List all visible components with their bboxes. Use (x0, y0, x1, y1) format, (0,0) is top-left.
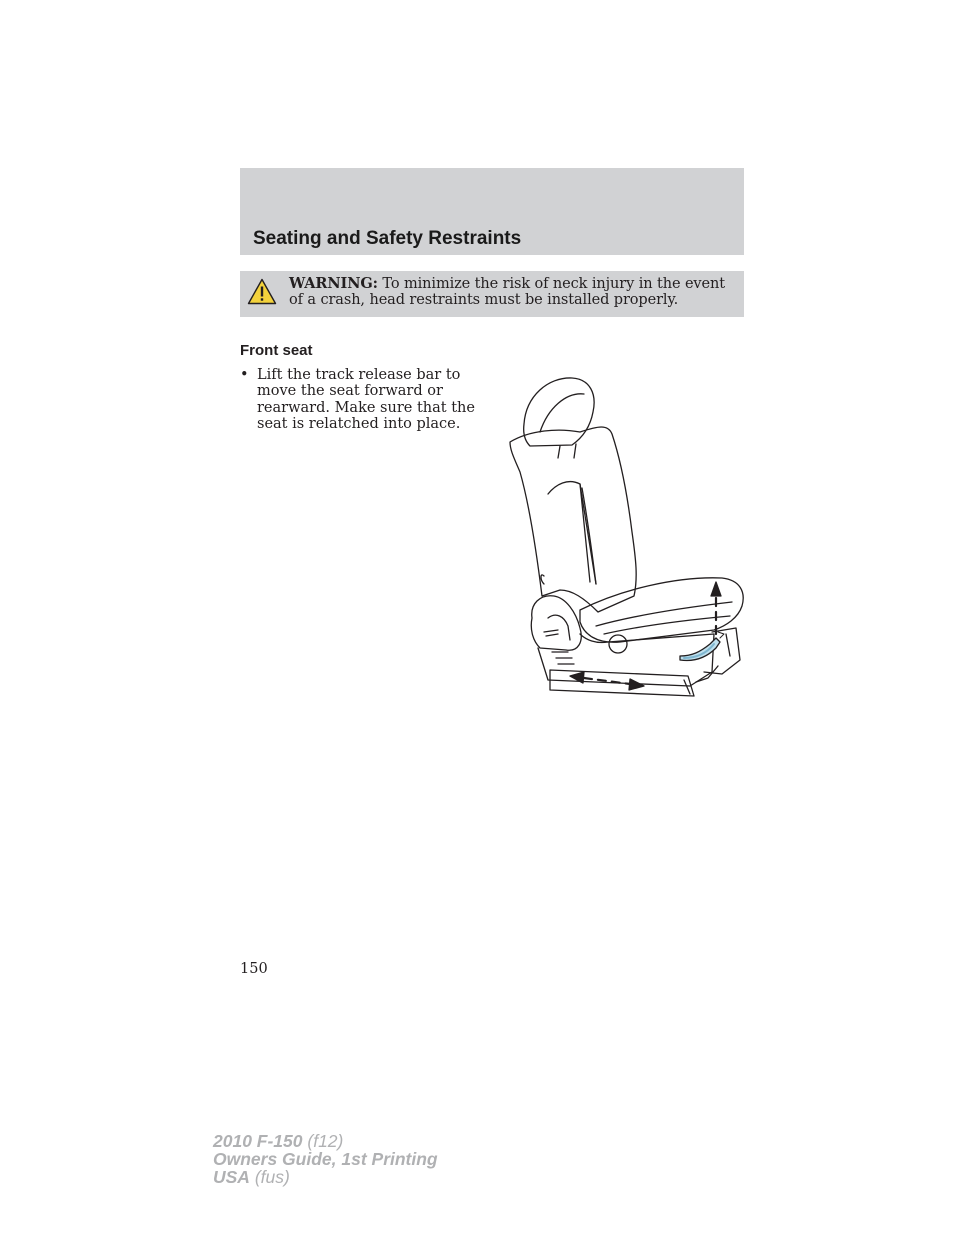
footer-model: 2010 F-150 (213, 1131, 303, 1151)
page-number: 150 (240, 961, 268, 977)
front-seat-heading: Front seat (240, 342, 313, 359)
footer-model-code: (f12) (302, 1131, 344, 1151)
section-header-band (240, 168, 744, 255)
seat-back (510, 427, 636, 612)
warning-triangle-icon (247, 278, 277, 305)
list-item-text: Lift the track release bar to move the seat forward or rearward. Make sure that the seat is relatched into place. (257, 367, 475, 432)
instruction-list (240, 367, 500, 432)
footer-line-model (213, 1132, 438, 1150)
fore-aft-arrow-head-front (629, 679, 644, 690)
footer-region: USA (213, 1167, 250, 1187)
warning-label: WARNING: (289, 275, 378, 292)
footer-document-info (213, 1132, 438, 1186)
section-title: Seating and Safety Restraints (253, 228, 522, 249)
warning-text (289, 276, 739, 308)
seat-track-illustration (500, 372, 750, 702)
warning-box (240, 271, 744, 317)
bullet-marker: • (240, 367, 249, 383)
footer-line-region (213, 1168, 438, 1186)
lift-arrow-head (711, 582, 721, 596)
head-restraint (524, 378, 594, 446)
footer-region-code: (fus) (249, 1167, 290, 1187)
list-item (240, 367, 500, 432)
warning-message: To minimize the risk of neck injury in the event of a crash, head restraints must be installed properly. (289, 276, 725, 308)
footer-edition: Owners Guide, 1st Printing (213, 1149, 438, 1169)
